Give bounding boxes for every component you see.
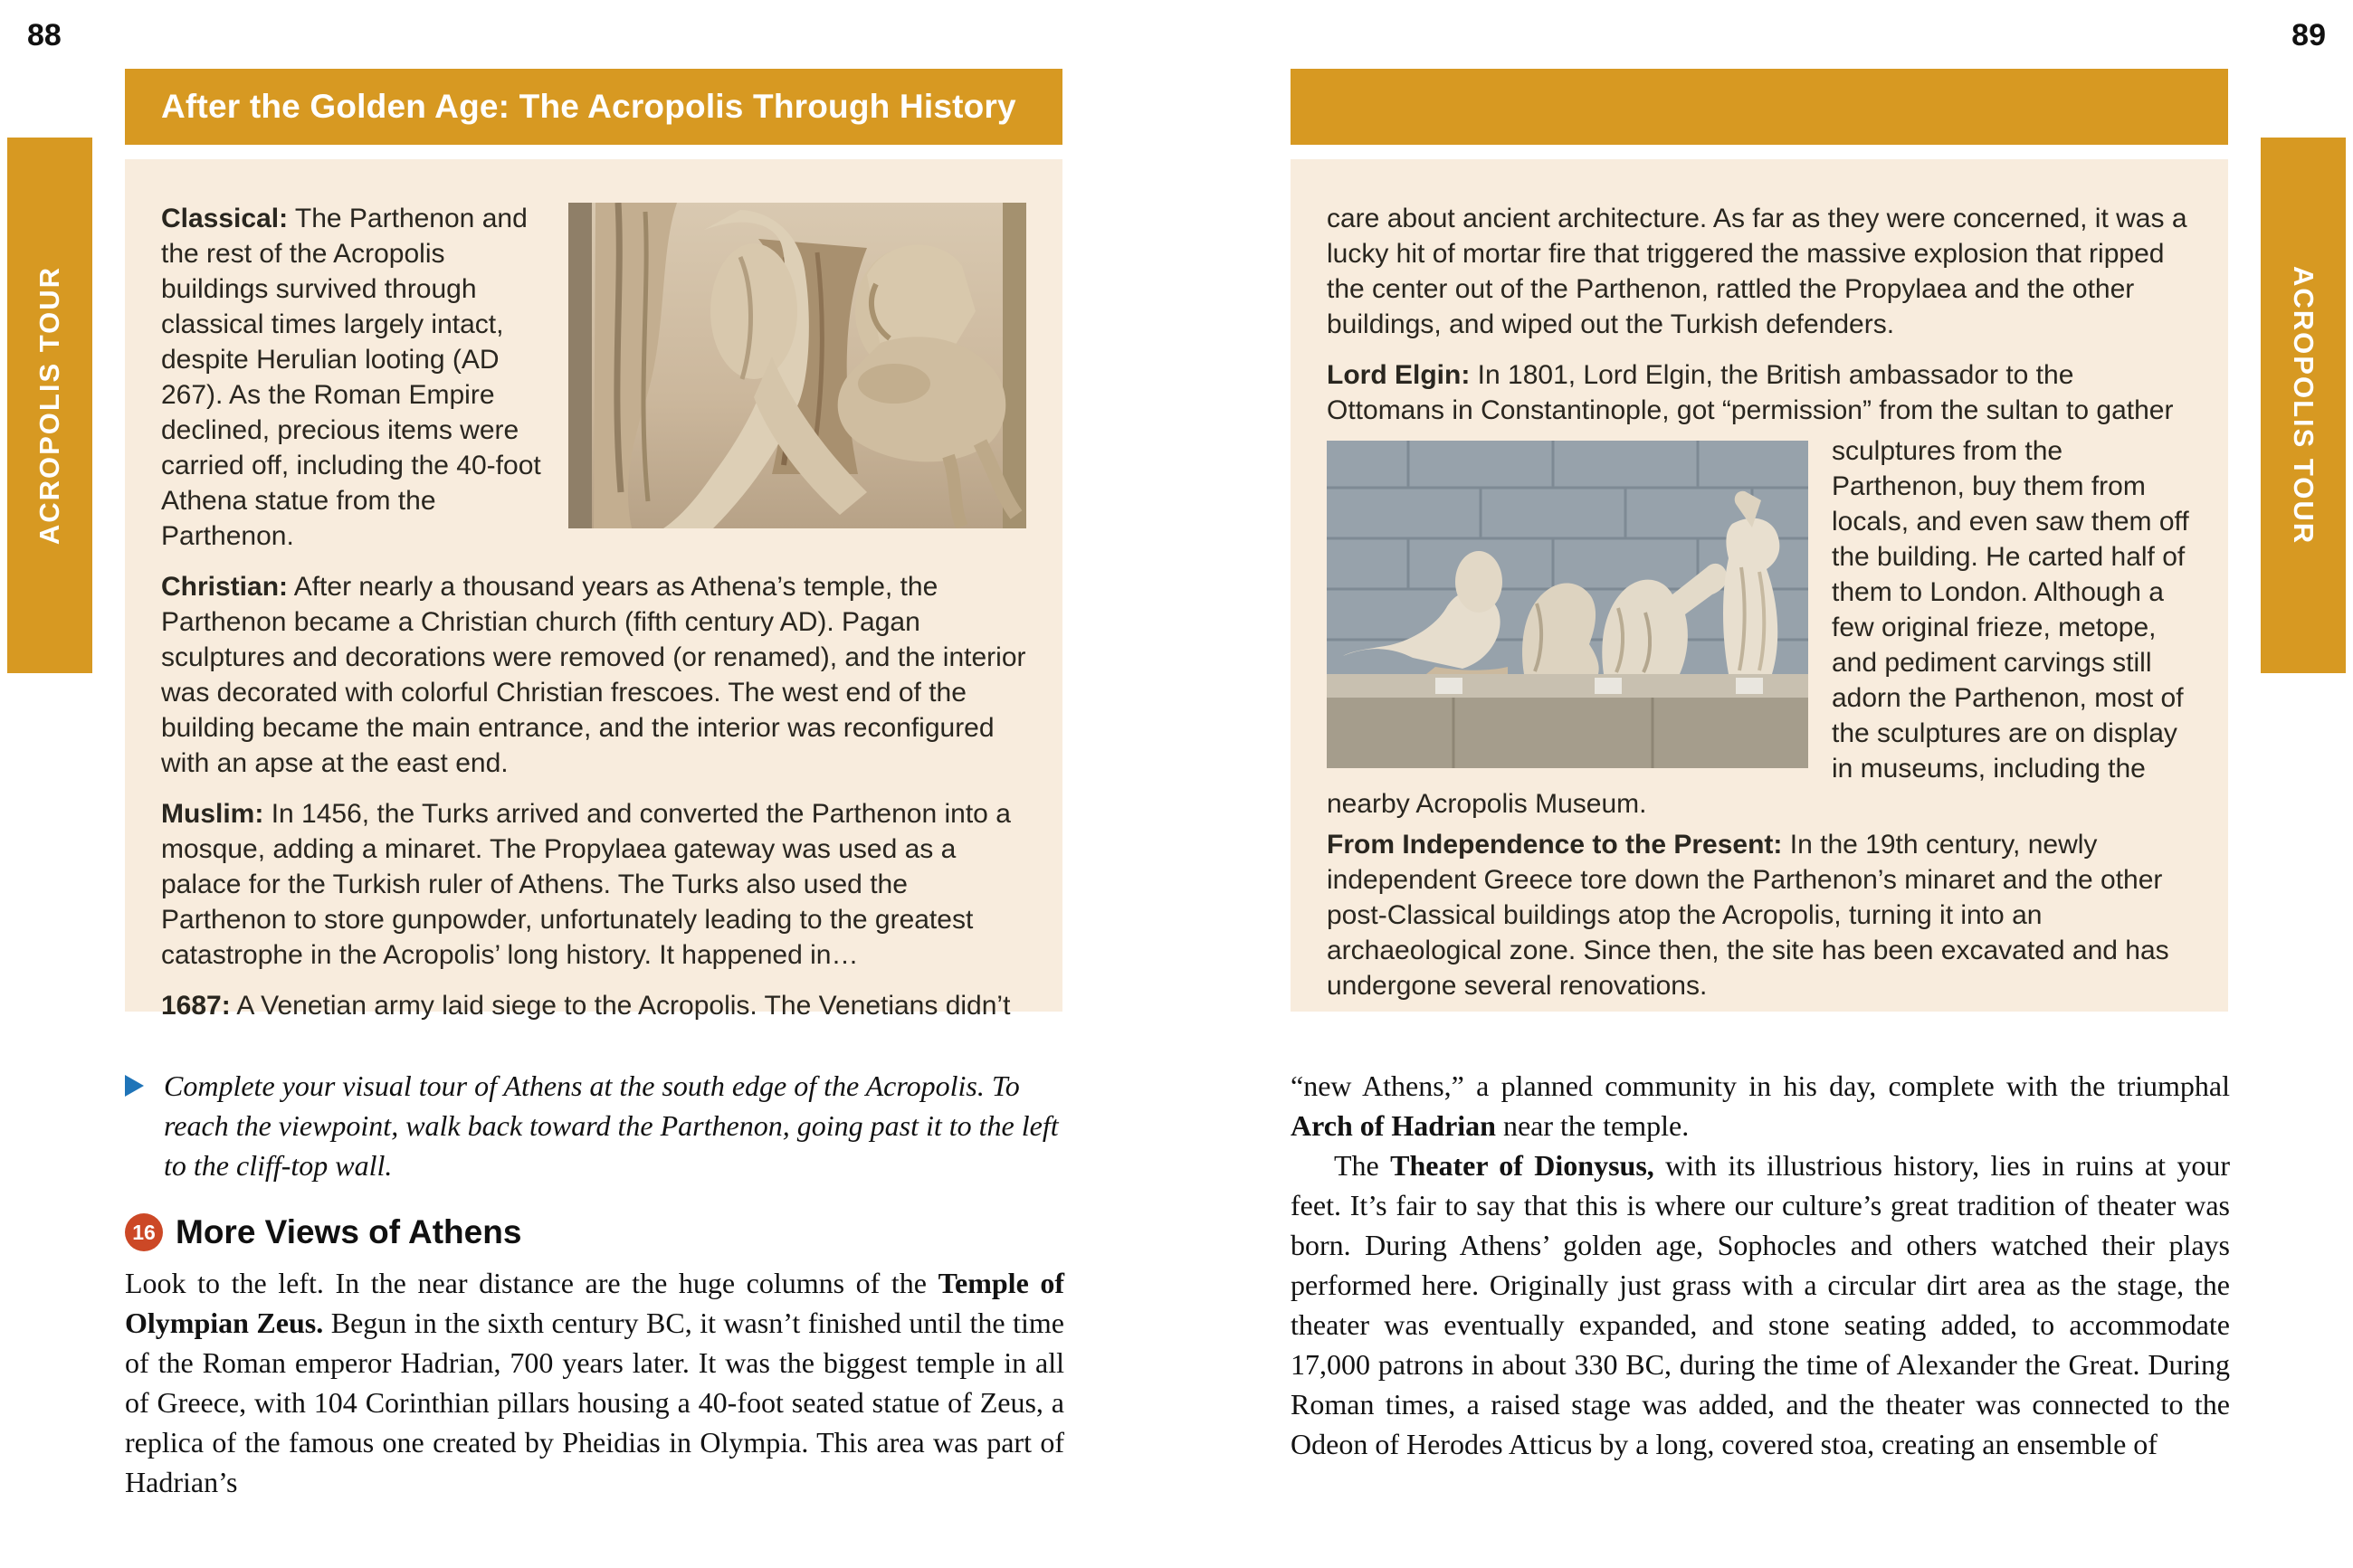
muslim-lead: Muslim:	[161, 799, 264, 829]
history-sidebar-right	[1291, 159, 2228, 1012]
lord-elgin-intro	[1327, 357, 2192, 428]
walking-directions-text: Complete your visual tour of Athens at the south edge of the Acropolis. To reach the viewpoint, walk back toward the Parthenon, going past it to the left to the cliff-top wall.	[164, 1069, 1059, 1182]
body-text-post: Begun in the sixth century BC, it wasn’t finished until the time of the Roman emperor Hadrian, 700 years later. It was the biggest temple in all of Greece, with 104 Corinthian pillars housing a 40-foot seated statue of Zeus, a replica of the famous one created by Pheidias in Olympia. This area was part of Hadrian’s	[125, 1307, 1065, 1498]
lord-elgin-lead: Lord Elgin:	[1327, 360, 1471, 390]
christian-lead: Christian:	[161, 572, 289, 602]
temple-of-olympian-zeus-bold: Temple of Olympian Zeus.	[125, 1267, 1065, 1339]
p1-text-post: near the temple.	[1495, 1109, 1690, 1142]
p2-text-post: with its illustrious history, lies in ruins at your feet. It’s fair to say that this is where our culture’s great tradition of theater was born. During Athens’ golden age, Sophocles and others watched their plays performed here. Originally just grass with a circular dirt area as the stage, the theater was eventually expanded, and stone seating added, to accommodate 17,000 patrons in about 330 BC, during the time of Alexander the Great. During Roman times, a raised stage was added, and the theater was connected to the Odeon of Herodes Atticus by a long, covered stoa, creating an ensemble of	[1291, 1149, 2231, 1460]
page-number-right: 89	[2291, 18, 2326, 52]
body-paragraph-arch-of-hadrian	[1291, 1066, 2230, 1145]
body-text-pre: Look to the left. In the near distance are the huge columns of the	[125, 1267, 938, 1299]
history-sidebar-left	[125, 159, 1062, 1021]
christian-text: After nearly a thousand years as Athena’s temple, the Parthenon became a Christian church (fifth century AD). Pagan sculptures and decorations were removed (or renamed), and the interior was decorated with colorful Christian frescoes. The west end of the building became the main entrance, and the interior was reconfigured with an apse at the east end.	[161, 572, 1026, 778]
p2-text-pre: The	[1334, 1149, 1391, 1182]
metope-photo-art	[568, 203, 1026, 528]
pointer-icon	[125, 1075, 144, 1097]
continuation-paragraph	[1327, 201, 2192, 342]
sidebar-header-bar-continuation	[1291, 69, 2228, 145]
lord-elgin-beside-text: sculptures from the Parthenon, buy them from locals, and even saw them off the building. He carted half of them to London. Although a few original frieze, metope, and pediment carvings still adorn the Parthenon, most of the sculptures are on display in museums, including the nearby Acropolis Museum.	[1327, 436, 2189, 819]
muslim-paragraph	[161, 796, 1026, 973]
elgin-marbles-photo	[1327, 441, 1808, 768]
arch-of-hadrian-bold: Arch of Hadrian	[1291, 1109, 1496, 1142]
theater-of-dionysus-bold: Theater of Dionysus,	[1390, 1149, 1654, 1182]
sidebar-header-title: After the Golden Age: The Acropolis Through History	[161, 88, 1016, 125]
year-1687-paragraph	[161, 988, 1026, 1023]
side-tab-left-label: ACROPOLIS TOUR	[33, 265, 65, 546]
body-paragraph-theater-of-dionysus	[1291, 1145, 2230, 1464]
body-paragraph-olympian-zeus	[125, 1263, 1064, 1502]
walking-directions-note	[125, 1066, 1064, 1185]
christian-paragraph	[161, 569, 1026, 781]
body-column-left	[125, 1066, 1064, 1502]
side-tab-left	[7, 138, 92, 673]
stop-number-badge: 16	[125, 1213, 163, 1251]
side-tab-right	[2261, 138, 2346, 673]
metope-photo	[568, 203, 1026, 528]
lord-elgin-intro-text: In 1801, Lord Elgin, the British ambassador to the Ottomans in Constantinople, got “permission” from the sultan to gather	[1327, 360, 2174, 425]
classical-text: The Parthenon and the rest of the Acropolis buildings survived through classical times largely intact, despite Herulian looting (AD 267). As the Roman Empire declined, precious items were carried off, including the 40-foot Athena statue from the Parthenon.	[161, 204, 541, 551]
page-number-left: 88	[27, 18, 62, 52]
classical-lead: Classical:	[161, 204, 289, 233]
year-1687-lead: 1687:	[161, 991, 231, 1021]
year-1687-text: A Venetian army laid siege to the Acropolis. The Venetians didn’t	[236, 991, 1011, 1021]
sidebar-header-bar	[125, 69, 1062, 145]
continuation-text: care about ancient architecture. As far as they were concerned, it was a lucky hit of mortar fire that triggered the massive explosion that ripped the center out of the Parthenon, rattled the Propylaea and the other buildings, and wiped out the Turkish defenders.	[1327, 204, 2187, 339]
classical-paragraph	[161, 201, 1026, 554]
p1-text-pre: “new Athens,” a planned community in his day, complete with the triumphal	[1291, 1069, 2230, 1102]
independence-lead: From Independence to the Present:	[1327, 830, 1783, 860]
body-column-right	[1291, 1066, 2230, 1464]
lord-elgin-photo-row	[1327, 433, 2192, 822]
muslim-text: In 1456, the Turks arrived and converted the Parthenon into a mosque, adding a minaret. The Propylaea gateway was used as a palace for the Turkish ruler of Athens. The Turks also used the Parthenon to store gunpowder, unfortunately leading to the greatest catastrophe in the Acropolis’ long history. It happened in…	[161, 799, 1011, 970]
independence-paragraph	[1327, 822, 2192, 1003]
section-heading	[125, 1212, 1064, 1252]
section-title: More Views of Athens	[176, 1213, 522, 1250]
independence-text: In the 19th century, newly independent Greece tore down the Parthenon’s minaret and the other post-Classical buildings atop the Acropolis, turning it into an archaeological zone. Since then, the site has been excavated and has undergone several renovations.	[1327, 830, 2169, 1001]
elgin-marbles-photo-art	[1327, 441, 1808, 768]
side-tab-right-label: ACROPOLIS TOUR	[2288, 265, 2320, 546]
